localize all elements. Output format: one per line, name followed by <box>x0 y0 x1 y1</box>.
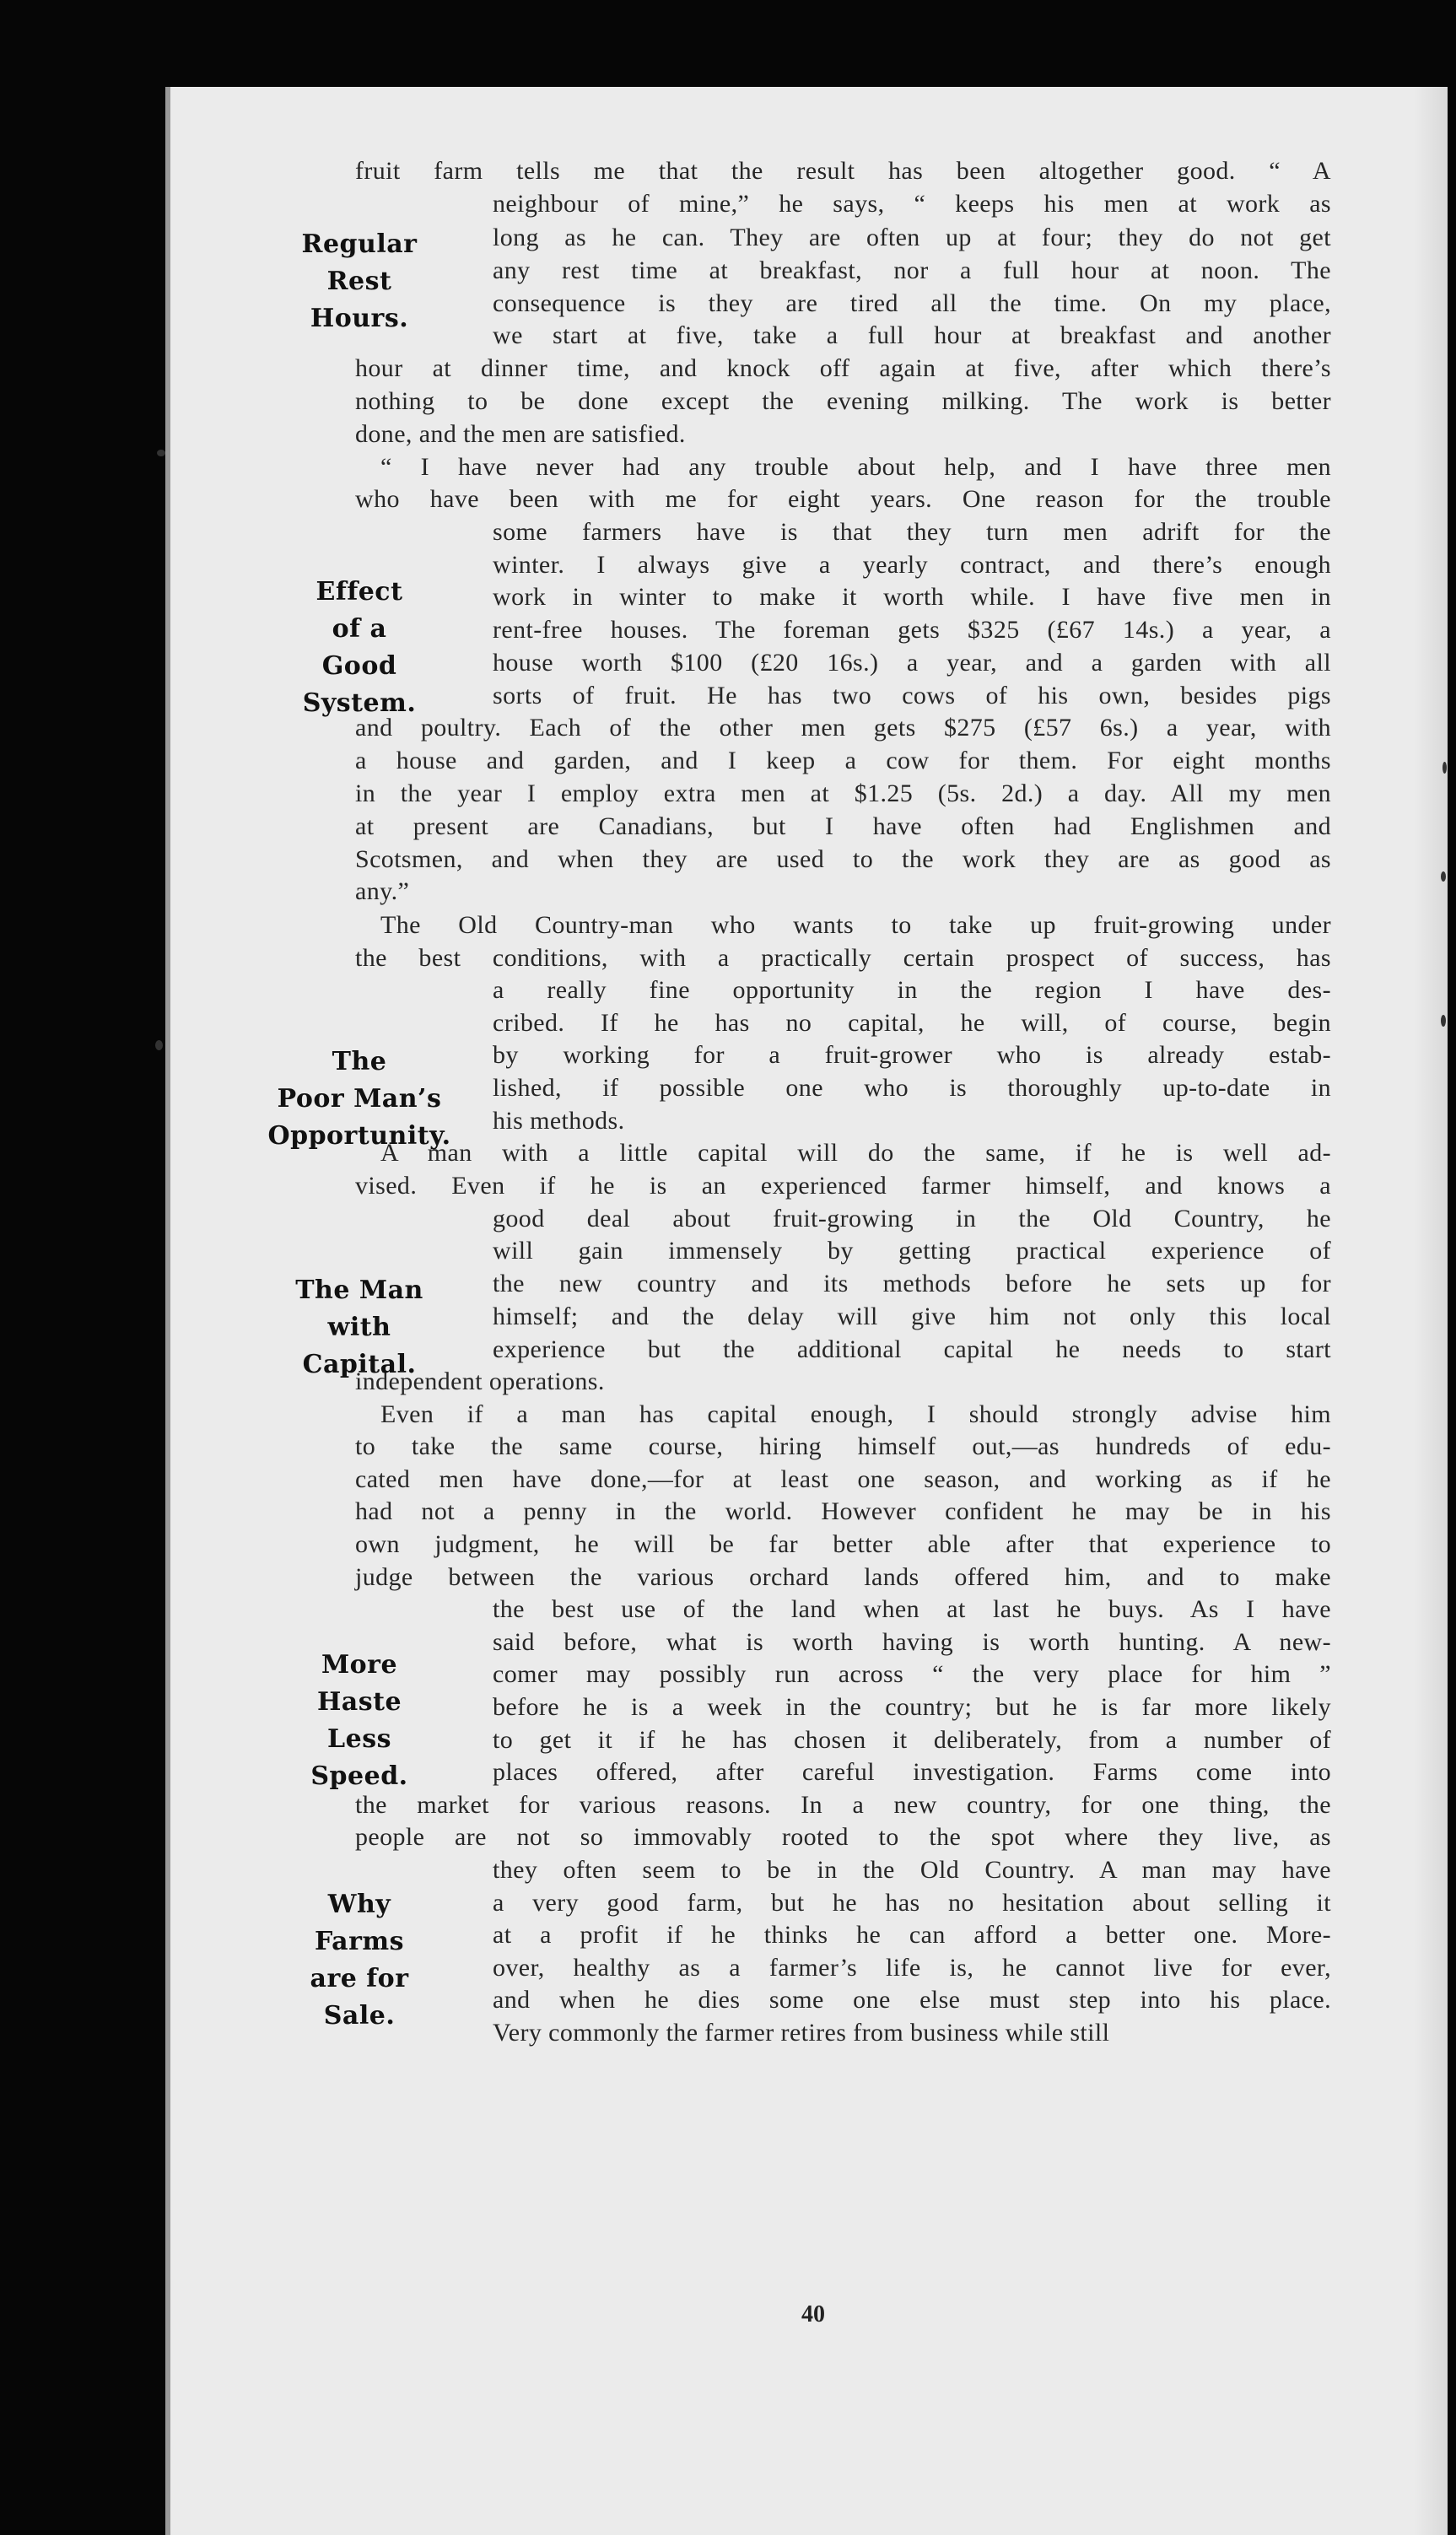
text-line: cated men have done,—for at least one season, and working as if he <box>355 1465 1331 1493</box>
text-line: any rest time at breakfast, nor a full hour at noon. The <box>493 256 1331 284</box>
margin-note-line: Less <box>327 1724 391 1754</box>
text-line: some farmers have is that they turn men adrift for the <box>493 518 1331 546</box>
text-line: good deal about fruit-growing in the Old Country, he <box>493 1205 1331 1232</box>
text-line: rent-free houses. The foreman gets $325 (£67 14s.) a year, a <box>493 616 1331 644</box>
text-line: neighbour of mine,” he says, “ keeps his men at work as <box>493 190 1331 218</box>
margin-note-line: Effect <box>315 577 403 607</box>
text-line: before he is a week in the country; but he is far more likely <box>493 1693 1331 1721</box>
text-line: places offered, after careful investigation. Farms come into <box>493 1758 1331 1786</box>
margin-note-line: System. <box>302 688 417 718</box>
text-line: a really fine opportunity in the region I have des- <box>493 976 1331 1004</box>
margin-note-line: with <box>327 1313 391 1342</box>
text-line: “ I have never had any trouble about help, and I have three men <box>380 453 1331 481</box>
margin-note-line: More <box>321 1650 398 1680</box>
text-line: Even if a man has capital enough, I should strongly advise him <box>380 1400 1331 1428</box>
text-line: independent operations. <box>355 1367 605 1395</box>
text-line: work in winter to make it worth while. I have five men in <box>493 583 1331 611</box>
margin-note-line: Farms <box>314 1927 405 1956</box>
text-line: own judgment, he will be far better able after that experience to <box>355 1530 1331 1558</box>
text-line: a house and garden, and I keep a cow for them. For eight months <box>355 747 1331 774</box>
text-line: hour at dinner time, and knock off again at five, after which there’s <box>355 354 1331 382</box>
text-line: done, and the men are satisfied. <box>355 420 686 448</box>
text-line: winter. I always give a yearly contract, and there’s enough <box>493 551 1331 579</box>
margin-note-line: Sale. <box>323 2001 396 2031</box>
text-line: we start at five, take a full hour at breakfast and another <box>493 321 1331 349</box>
margin-note-line: of a <box>332 614 387 644</box>
text-line: had not a penny in the world. However confident he may be in his <box>355 1497 1331 1525</box>
scan-speck <box>1443 762 1447 774</box>
margin-note-line: Opportunity. <box>267 1121 451 1151</box>
text-line: his methods. <box>493 1107 625 1135</box>
text-line: vised. Even if he is an experienced farmer himself, and knows a <box>355 1172 1331 1200</box>
text-line: and when he dies some one else must step into his place. <box>493 1986 1331 2014</box>
margin-note-line: Rest <box>326 267 392 296</box>
text-line: at present are Canadians, but I have often had Englishmen and <box>355 812 1331 840</box>
scan-speck <box>1441 871 1446 882</box>
text-line: the best conditions, with a practically certain prospect of success, has <box>355 944 1331 972</box>
text-line: Scotsmen, and when they are used to the work they are as good as <box>355 845 1331 873</box>
text-line: who have been with me for eight years. One reason for the trouble <box>355 485 1331 513</box>
text-line: long as he can. They are often up at four; they do not get <box>493 224 1331 251</box>
text-line: himself; and the delay will give him not only this local <box>493 1303 1331 1330</box>
book-page <box>165 87 1448 2535</box>
text-line: in the year I employ extra men at $1.25 (5s. 2d.) a day. All my men <box>355 779 1331 807</box>
margin-note-line: Capital. <box>302 1350 417 1379</box>
margin-note-line: Good <box>321 651 397 681</box>
text-line: experience but the additional capital he needs to start <box>493 1335 1331 1363</box>
margin-note-line: Haste <box>316 1687 402 1717</box>
text-line: the new country and its methods before he sets up for <box>493 1270 1331 1297</box>
text-line: people are not so immovably rooted to the spot where they live, as <box>355 1823 1331 1851</box>
scan-speck <box>155 1040 163 1050</box>
text-line: a very good farm, but he has no hesitation about selling it <box>493 1889 1331 1917</box>
text-line: A man with a little capital will do the same, if he is well ad- <box>380 1139 1331 1167</box>
margin-note-line: The Man <box>295 1276 423 1305</box>
text-line: over, healthy as a farmer’s life is, he cannot live for ever, <box>493 1954 1331 1982</box>
text-line: cribed. If he has no capital, he will, of course, begin <box>493 1009 1331 1037</box>
text-line: Very commonly the farmer retires from business while still <box>493 2019 1110 2047</box>
text-line: said before, what is worth having is worth hunting. A new- <box>493 1628 1331 1656</box>
scan-speck <box>157 450 165 456</box>
margin-note-line: Hours. <box>310 304 409 333</box>
text-line: comer may possibly run across “ the very place for him ” <box>493 1660 1331 1688</box>
text-line: will gain immensely by getting practical experience of <box>493 1237 1331 1265</box>
text-line: any.” <box>355 877 410 905</box>
margin-note-line: Why <box>327 1890 391 1919</box>
text-line: the best use of the land when at last he buys. As I have <box>493 1595 1331 1623</box>
text-line: by working for a fruit-grower who is already estab- <box>493 1041 1331 1069</box>
text-line: lished, if possible one who is thoroughly up-to-date in <box>493 1074 1331 1102</box>
text-line: house worth $100 (£20 16s.) a year, and a garden with all <box>493 649 1331 677</box>
page-number: 40 <box>801 2301 825 2327</box>
text-line: sorts of fruit. He has two cows of his own, besides pigs <box>493 682 1331 709</box>
text-line: they often seem to be in the Old Country. A man may have <box>493 1856 1331 1884</box>
text-line: and poultry. Each of the other men gets $275 (£57 6s.) a year, with <box>355 714 1331 742</box>
text-line: judge between the various orchard lands offered him, and to make <box>355 1563 1331 1591</box>
margin-note-line: The <box>332 1047 387 1076</box>
scan-speck <box>1441 1015 1446 1027</box>
text-line: to take the same course, hiring himself out,—as hundreds of edu- <box>355 1432 1331 1460</box>
text-line: The Old Country-man who wants to take up fruit-growing under <box>380 911 1331 939</box>
text-line: consequence is they are tired all the time. On my place, <box>493 289 1331 317</box>
text-line: to get it if he has chosen it deliberately, from a number of <box>493 1726 1331 1754</box>
page-edge-shadow <box>1414 87 1448 2535</box>
margin-note-line: are for <box>310 1964 409 1993</box>
text-line: nothing to be done except the evening milking. The work is better <box>355 387 1331 415</box>
text-line: at a profit if he thinks he can afford a better one. More- <box>493 1921 1331 1949</box>
margin-note-line: Speed. <box>310 1761 408 1791</box>
text-line: fruit farm tells me that the result has been altogether good. “ A <box>355 157 1331 185</box>
margin-note-line: Poor Man’s <box>277 1084 442 1114</box>
margin-note-line: Regular <box>301 229 418 259</box>
text-line: the market for various reasons. In a new country, for one thing, the <box>355 1791 1331 1819</box>
